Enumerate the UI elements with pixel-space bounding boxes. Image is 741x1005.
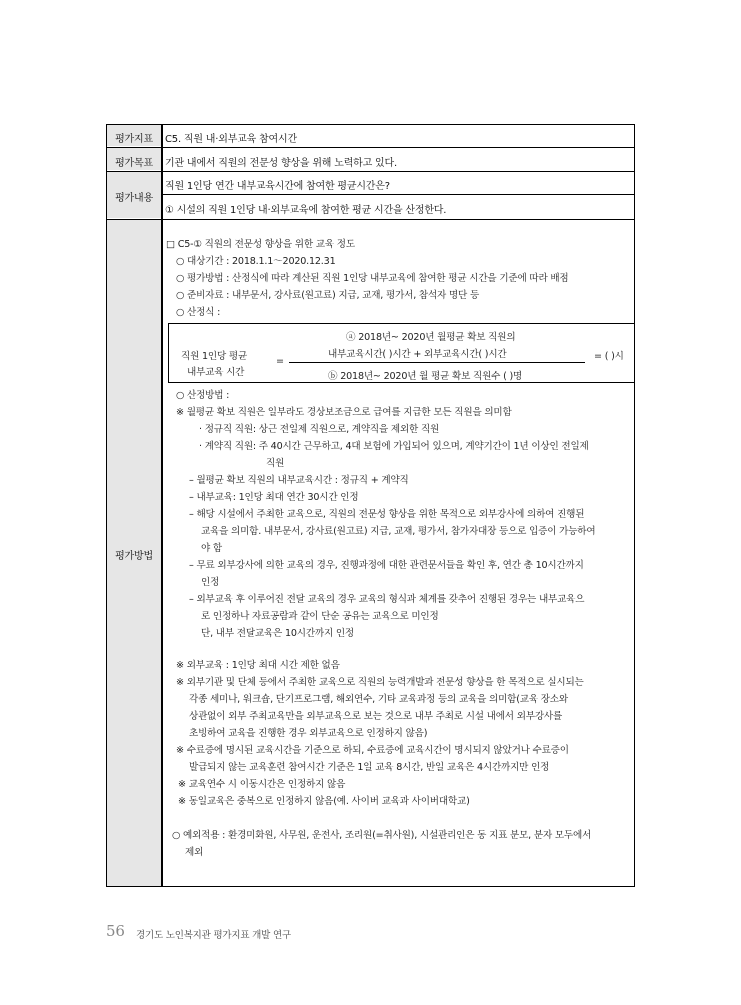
- bullet-item: ○ 준비자료 : 내부문서, 강사료(원고료) 지급, 교재, 평가서, 참석자 명단 등: [176, 290, 480, 301]
- calc-line: – 내부교육: 1인당 최대 연간 30시간 인정: [189, 492, 359, 503]
- footer-title: 경기도 노인복지관 평가지표 개발 연구: [136, 930, 291, 941]
- formula-left-line2: 내부교육 시간: [187, 367, 245, 378]
- calc-line: – 월평균 확보 직원의 내부교육시간 : 정규직 + 계약직: [189, 475, 409, 486]
- exception-line: 제외: [185, 847, 204, 858]
- label-method: 평가방법: [115, 551, 153, 562]
- calc-line: – 외부교육 후 이루어진 전달 교육의 경우 교육의 형식과 체계를 갖추어 진행된 경우는 내부교육으: [189, 594, 585, 605]
- label-goal: 평가목표: [115, 158, 153, 169]
- label-indicator: 평가지표: [115, 134, 153, 145]
- formula-numerator-line2: 내부교육시간( )시간 + 외부교육시간( )시간: [328, 349, 507, 360]
- formula-result: = ( )시: [594, 351, 624, 362]
- goal-text: 기관 내에서 직원의 전문성 향상을 위해 노력하고 있다.: [165, 158, 397, 169]
- calc-line: – 무료 외부강사에 의한 교육의 경우, 진행과정에 대한 관련문서들을 확인 후, 연간 총 10시간까지: [189, 560, 584, 571]
- formula-equals: =: [276, 356, 284, 367]
- calc-line: 교육을 의미함. 내부문서, 강사료(원고료) 지급, 교재, 평가서, 참가자대장 등으로 입증이 가능하여: [201, 526, 596, 537]
- row-divider: [106, 219, 635, 220]
- external-line: ※ 수료증에 명시된 교육시간을 기준으로 하되, 수료증에 교육시간이 명시되지 않았거나 수료증이: [176, 745, 569, 756]
- calc-line: · 계약직 직원: 주 40시간 근무하고, 4대 보험에 가입되어 있으며, 계약기간이 1년 이상인 전일제: [199, 441, 589, 452]
- calc-line: 로 인정하나 자료공람과 같이 단순 공유는 교육으로 미인정: [201, 611, 439, 622]
- external-line: 상관없이 외부 주최교육만을 외부교육으로 보는 것으로 내부 주최로 시설 내에서 외부강사를: [189, 711, 563, 722]
- external-line: ※ 외부기관 및 단체 등에서 주최한 교육으로 직원의 능력개발과 전문성 향상을 한 목적으로 실시되는: [176, 677, 584, 688]
- row-divider: [163, 194, 635, 195]
- fraction-bar: [289, 362, 585, 363]
- external-line: ※ 외부교육 : 1인당 최대 시간 제한 없음: [176, 660, 340, 671]
- label-content: 평가내용: [115, 193, 153, 204]
- external-line: ※ 동일교육은 중복으로 인정하지 않음(예. 사이버 교육과 사이버대학교): [178, 796, 470, 807]
- bullet-item: ○ 평가방법 : 산정식에 따라 계산된 직원 1인당 내부교육에 참여한 평균 시간을 기준에 따라 배점: [176, 273, 569, 284]
- formula-denominator: ⓑ 2018년~ 2020년 월 평균 확보 직원수 ( )명: [328, 371, 523, 382]
- row-divider: [106, 171, 635, 172]
- row-divider: [106, 147, 635, 148]
- exception-line: ○ 예외적용 : 환경미화원, 사무원, 운전사, 조리원(=취사원), 시설관리인은 동 지표 분모, 분자 모두에서: [172, 830, 592, 841]
- calc-line: ○ 산정방법 :: [176, 390, 230, 401]
- page-number: 56: [106, 922, 125, 940]
- formula-left-line1: 직원 1인당 평균: [181, 351, 248, 362]
- calc-line: · 정규직 직원: 상근 전일제 직원으로, 계약직을 제외한 직원: [199, 424, 440, 435]
- calc-line: 직원: [266, 458, 285, 469]
- calc-line: ※ 월평균 확보 직원은 일부라도 경상보조금으로 급여를 지급한 모든 직원을 의미함: [176, 407, 512, 418]
- section-title: □ C5-① 직원의 전문성 향상을 위한 교육 정도: [166, 239, 355, 250]
- bullet-item: ○ 산정식 :: [176, 307, 221, 318]
- external-line: 발급되지 않는 교육훈련 참여시간 기준은 1일 교육 8시간, 반일 교육은 4시간까지만 인정: [189, 762, 550, 773]
- bullet-item: ○ 대상기간 : 2018.1.1～2020.12.31: [176, 256, 336, 267]
- formula-numerator-line1: ⓐ 2018년~ 2020년 월평균 확보 직원의: [346, 332, 516, 343]
- label-column-divider: [161, 124, 163, 887]
- external-line: 각종 세미나, 워크숍, 단기프로그램, 해외연수, 기타 교육과정 등의 교육을 의미함(교육 장소와: [189, 694, 568, 705]
- calc-line: – 해당 시설에서 주최한 교육으로, 직원의 전문성 향상을 위한 목적으로 외부강사에 의하여 진행된: [189, 509, 585, 520]
- indicator-text: C5. 직원 내·외부교육 참여시간: [165, 134, 297, 145]
- calc-line: 단, 내부 전달교육은 10시간까지 인정: [201, 628, 355, 639]
- content-item: ① 시설의 직원 1인당 내·외부교육에 참여한 평균 시간을 산정한다.: [165, 205, 447, 216]
- external-line: 초빙하여 교육을 진행한 경우 외부교육으로 인정하지 않음): [189, 728, 428, 739]
- external-line: ※ 교육연수 시 이동시간은 인정하지 않음: [178, 779, 346, 790]
- calc-line: 야 함: [201, 543, 222, 554]
- content-question: 직원 1인당 연간 내부교육시간에 참여한 평균시간은?: [165, 181, 390, 192]
- calc-line: 인정: [201, 577, 220, 588]
